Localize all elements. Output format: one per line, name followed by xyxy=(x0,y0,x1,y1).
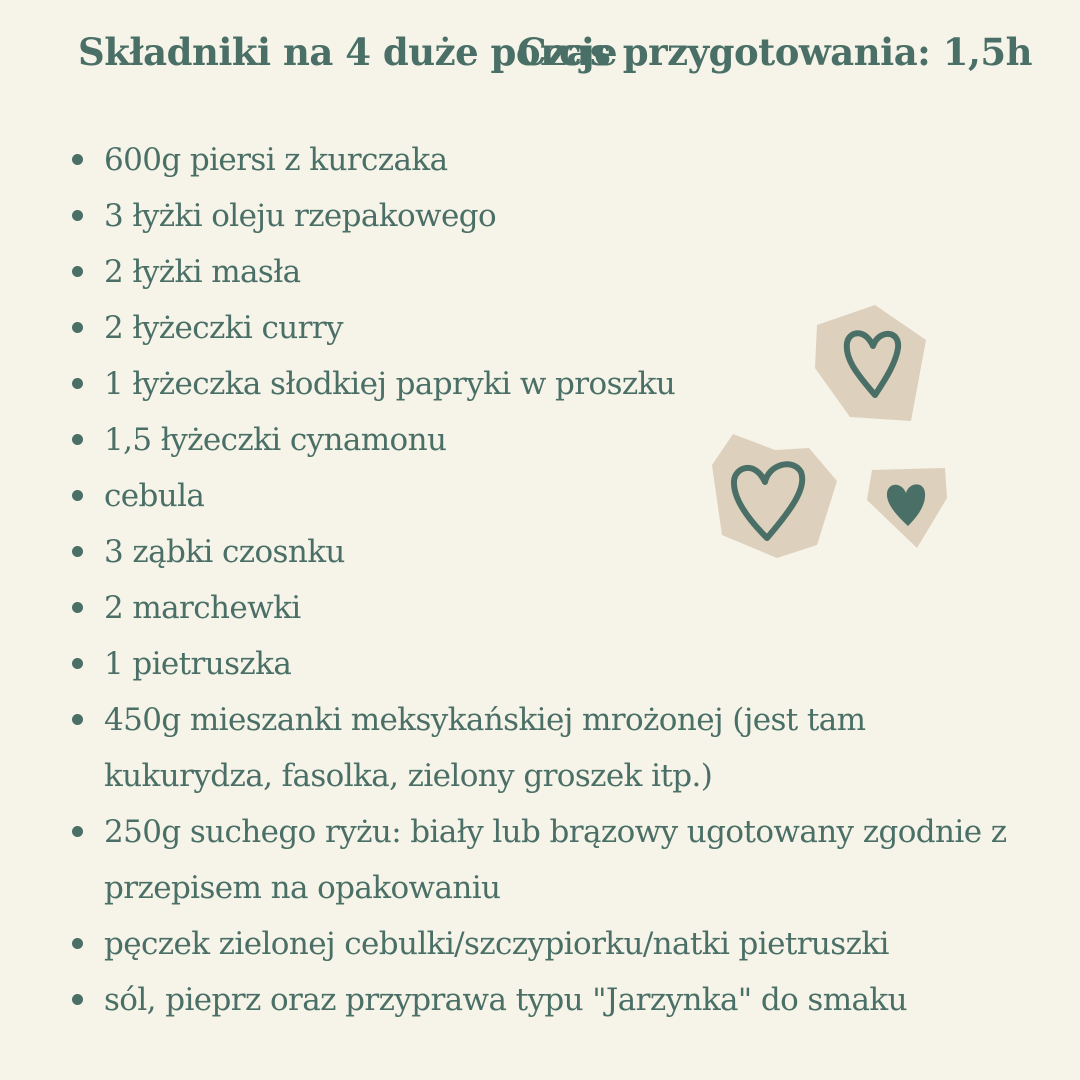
ingredient-text: 2 łyżeczki curry xyxy=(104,310,343,346)
heart-icon xyxy=(815,305,926,421)
bullet-icon xyxy=(72,602,83,613)
bullet-icon xyxy=(72,434,83,445)
ingredient-item xyxy=(72,972,1032,1028)
ingredients-list xyxy=(72,132,1032,1028)
bullet-icon xyxy=(72,994,83,1005)
bullet-icon xyxy=(72,378,83,389)
ingredient-item xyxy=(72,804,1032,916)
ingredient-item xyxy=(72,188,1032,244)
bullet-icon xyxy=(72,210,83,221)
ingredient-text: 2 łyżki masła xyxy=(104,254,301,290)
ingredient-text: pęczek zielonej cebulki/szczypiorku/natki pietruszki xyxy=(104,926,889,962)
ingredient-text: sól, pieprz oraz przyprawa typu "Jarzynka" do smaku xyxy=(104,982,907,1018)
bullet-icon xyxy=(72,658,83,669)
heart-icon xyxy=(712,434,837,558)
ingredient-item xyxy=(72,580,1032,636)
ingredient-text: 1 pietruszka xyxy=(104,646,292,682)
recipe-header xyxy=(0,30,1080,86)
heart-icon xyxy=(867,468,947,548)
ingredient-text: 3 ząbki czosnku xyxy=(104,534,345,570)
bullet-icon xyxy=(72,826,83,837)
ingredient-text: 600g piersi z kurczaka xyxy=(104,142,448,178)
bullet-icon xyxy=(72,714,83,725)
bullet-icon xyxy=(72,266,83,277)
ingredient-item xyxy=(72,244,1032,300)
ingredient-item xyxy=(72,636,1032,692)
ingredient-text: cebula xyxy=(104,478,205,514)
bullet-icon xyxy=(72,938,83,949)
bullet-icon xyxy=(72,546,83,557)
ingredient-text: 250g suchego ryżu: biały lub brązowy ugotowany zgodnie z przepisem na opakowaniu xyxy=(104,814,1007,906)
ingredient-item xyxy=(72,132,1032,188)
bullet-icon xyxy=(72,322,83,333)
servings-heading: Składniki na 4 duże porcje xyxy=(78,30,618,74)
ingredient-item xyxy=(72,692,1032,804)
prep-time-heading: Czas przygotowania: 1,5h xyxy=(517,30,1032,74)
bullet-icon xyxy=(72,154,83,165)
ingredient-text: 1 łyżeczka słodkiej papryki w proszku xyxy=(104,366,676,402)
ingredient-text: 1,5 łyżeczki cynamonu xyxy=(104,422,447,458)
ingredient-text: 450g mieszanki meksykańskiej mrożonej (jest tam kukurydza, fasolka, zielony groszek itp.) xyxy=(104,702,866,794)
ingredient-text: 2 marchewki xyxy=(104,590,301,626)
hearts-decoration xyxy=(705,300,955,570)
ingredient-item xyxy=(72,916,1032,972)
bullet-icon xyxy=(72,490,83,501)
ingredient-text: 3 łyżki oleju rzepakowego xyxy=(104,198,497,234)
